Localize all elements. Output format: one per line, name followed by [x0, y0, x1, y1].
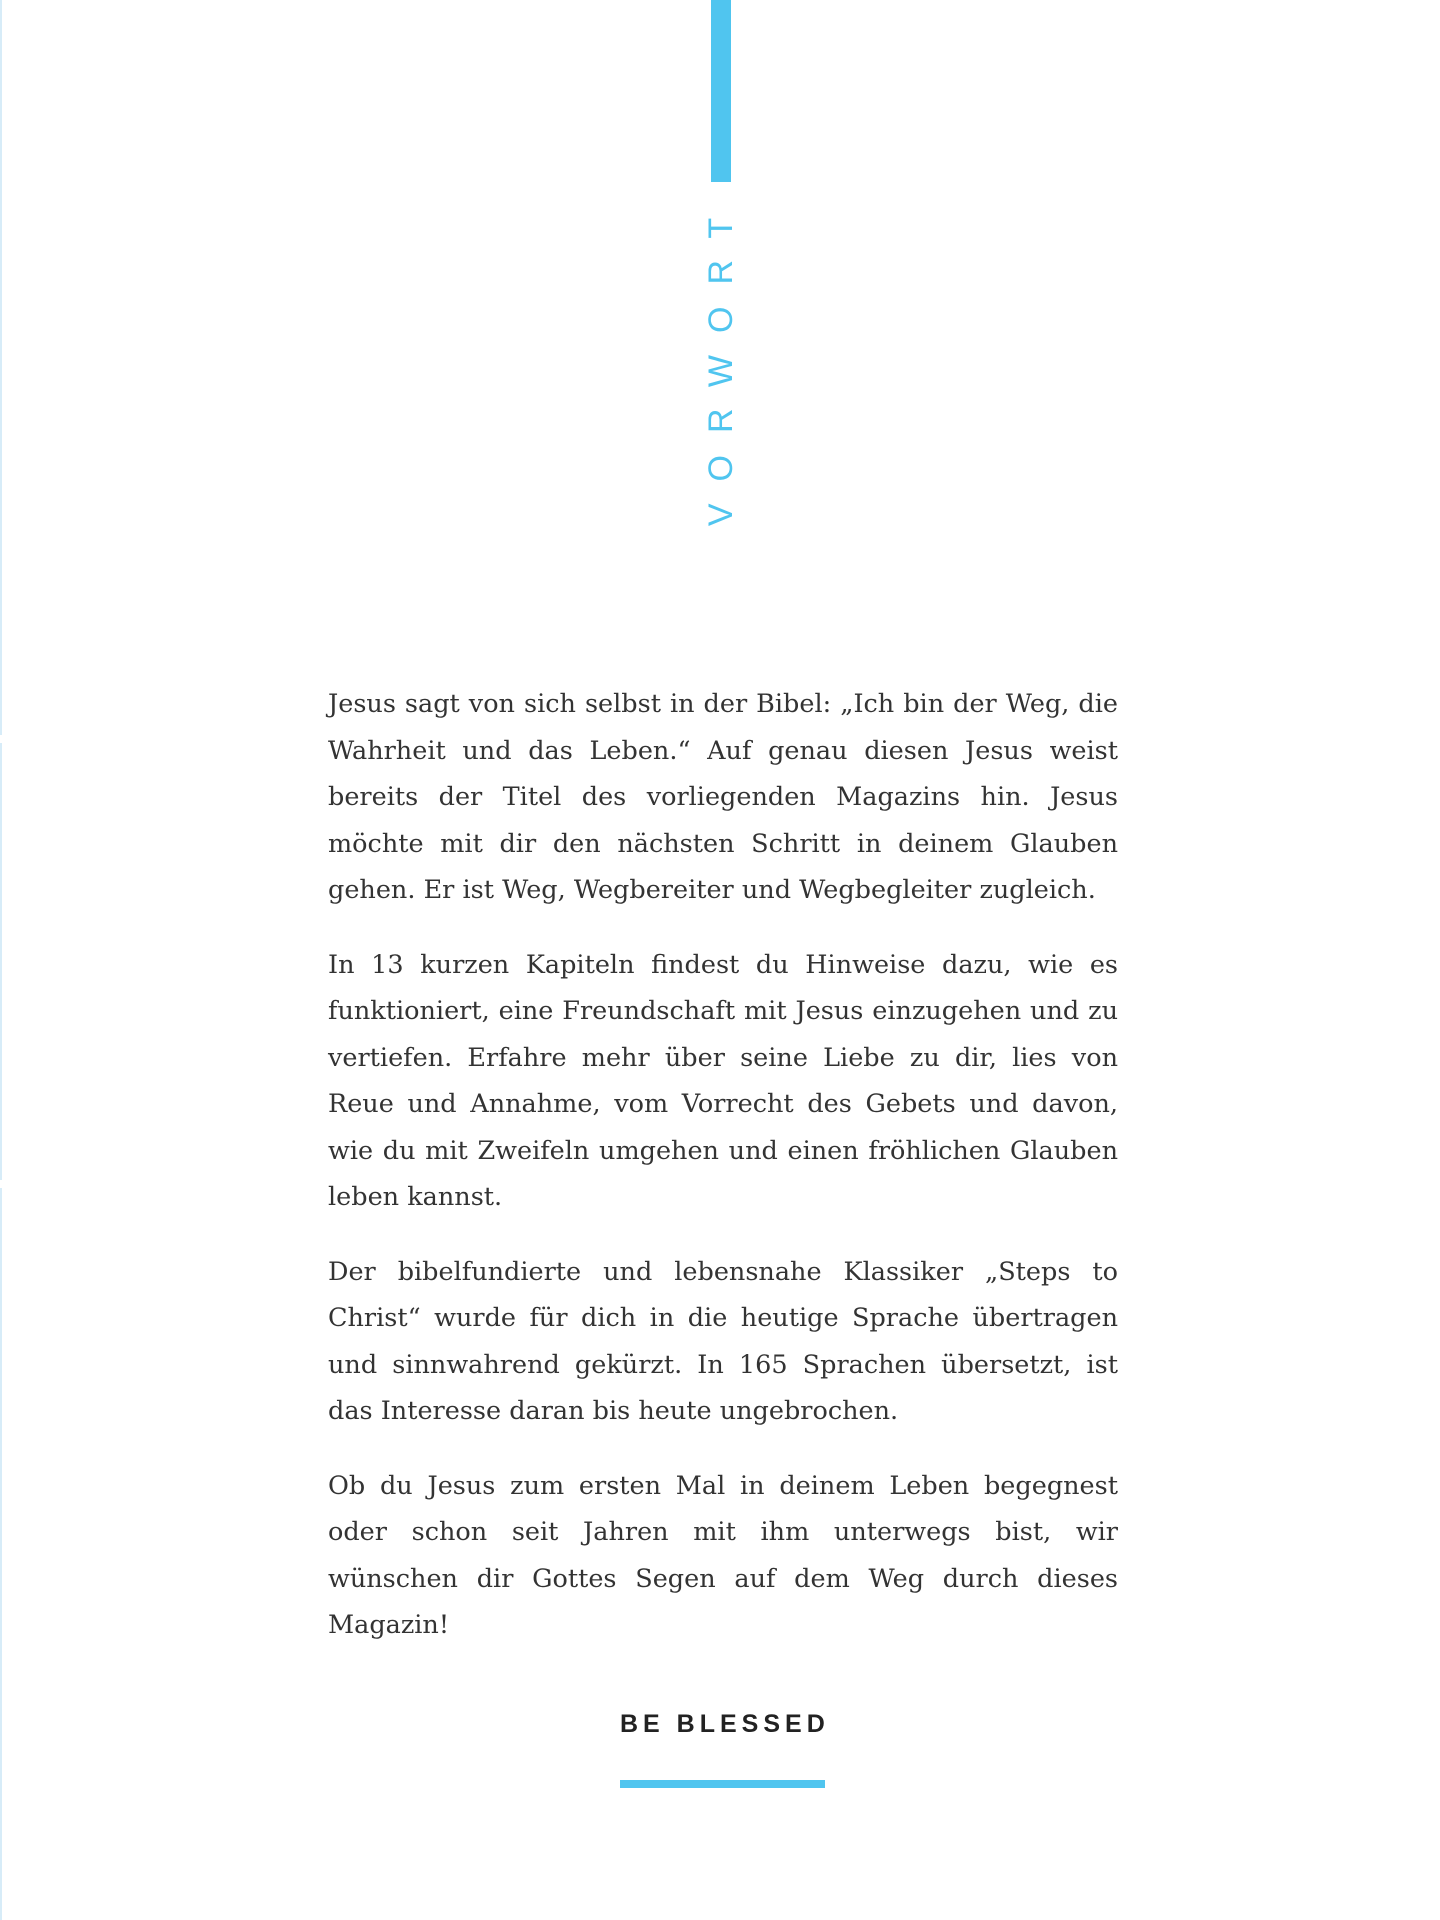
- section-title: VORWORT: [702, 195, 740, 527]
- paragraph: In 13 kurzen Kapiteln findest du Hinweise dazu, wie es funktioniert, eine Freundschaft mit Jesus einzugehen und zu vertiefen. Erfahre mehr über seine Liebe zu dir, lies von Reue und Annahme, vom Vorrecht des Gebets und davon, wie du mit Zweifeln umgehen und einen fröhlichen Glauben leben kannst.: [328, 949, 1118, 1212]
- foreword-body: [328, 681, 1118, 1677]
- page-edge-gap: [0, 1180, 2, 1188]
- top-accent-bar: [711, 0, 731, 182]
- page-edge-gap: [0, 735, 2, 743]
- page-edge-line: [0, 0, 2, 1920]
- section-title-vertical: [702, 195, 740, 527]
- paragraph: Der bibelfundierte und lebensnahe Klassiker „Steps to Christ“ wurde für dich in die heutige Sprache übertragen und sinnwahrend gekürzt. In 165 Sprachen übersetzt, ist das Interesse daran bis heute ungebrochen.: [328, 1256, 1118, 1426]
- bottom-accent-bar: [620, 1780, 825, 1788]
- paragraph: Jesus sagt von sich selbst in der Bibel: „Ich bin der Weg, die Wahrheit und das Leben.“ Auf genau diesen Jesus weist bereits der Titel des vorliegenden Magazins hin. Jesus möchte mit dir den nächsten Schritt in deinem Glauben gehen. Er ist Weg, Wegbereiter und Wegbegleiter zugleich.: [328, 689, 1118, 905]
- signoff-text: BE BLESSED: [620, 1710, 830, 1738]
- paragraph: Ob du Jesus zum ersten Mal in deinem Leben begegnest oder schon seit Jahren mit ihm unterwegs bist, wir wünschen dir Gottes Segen auf dem Weg durch dieses Magazin!: [328, 1470, 1118, 1640]
